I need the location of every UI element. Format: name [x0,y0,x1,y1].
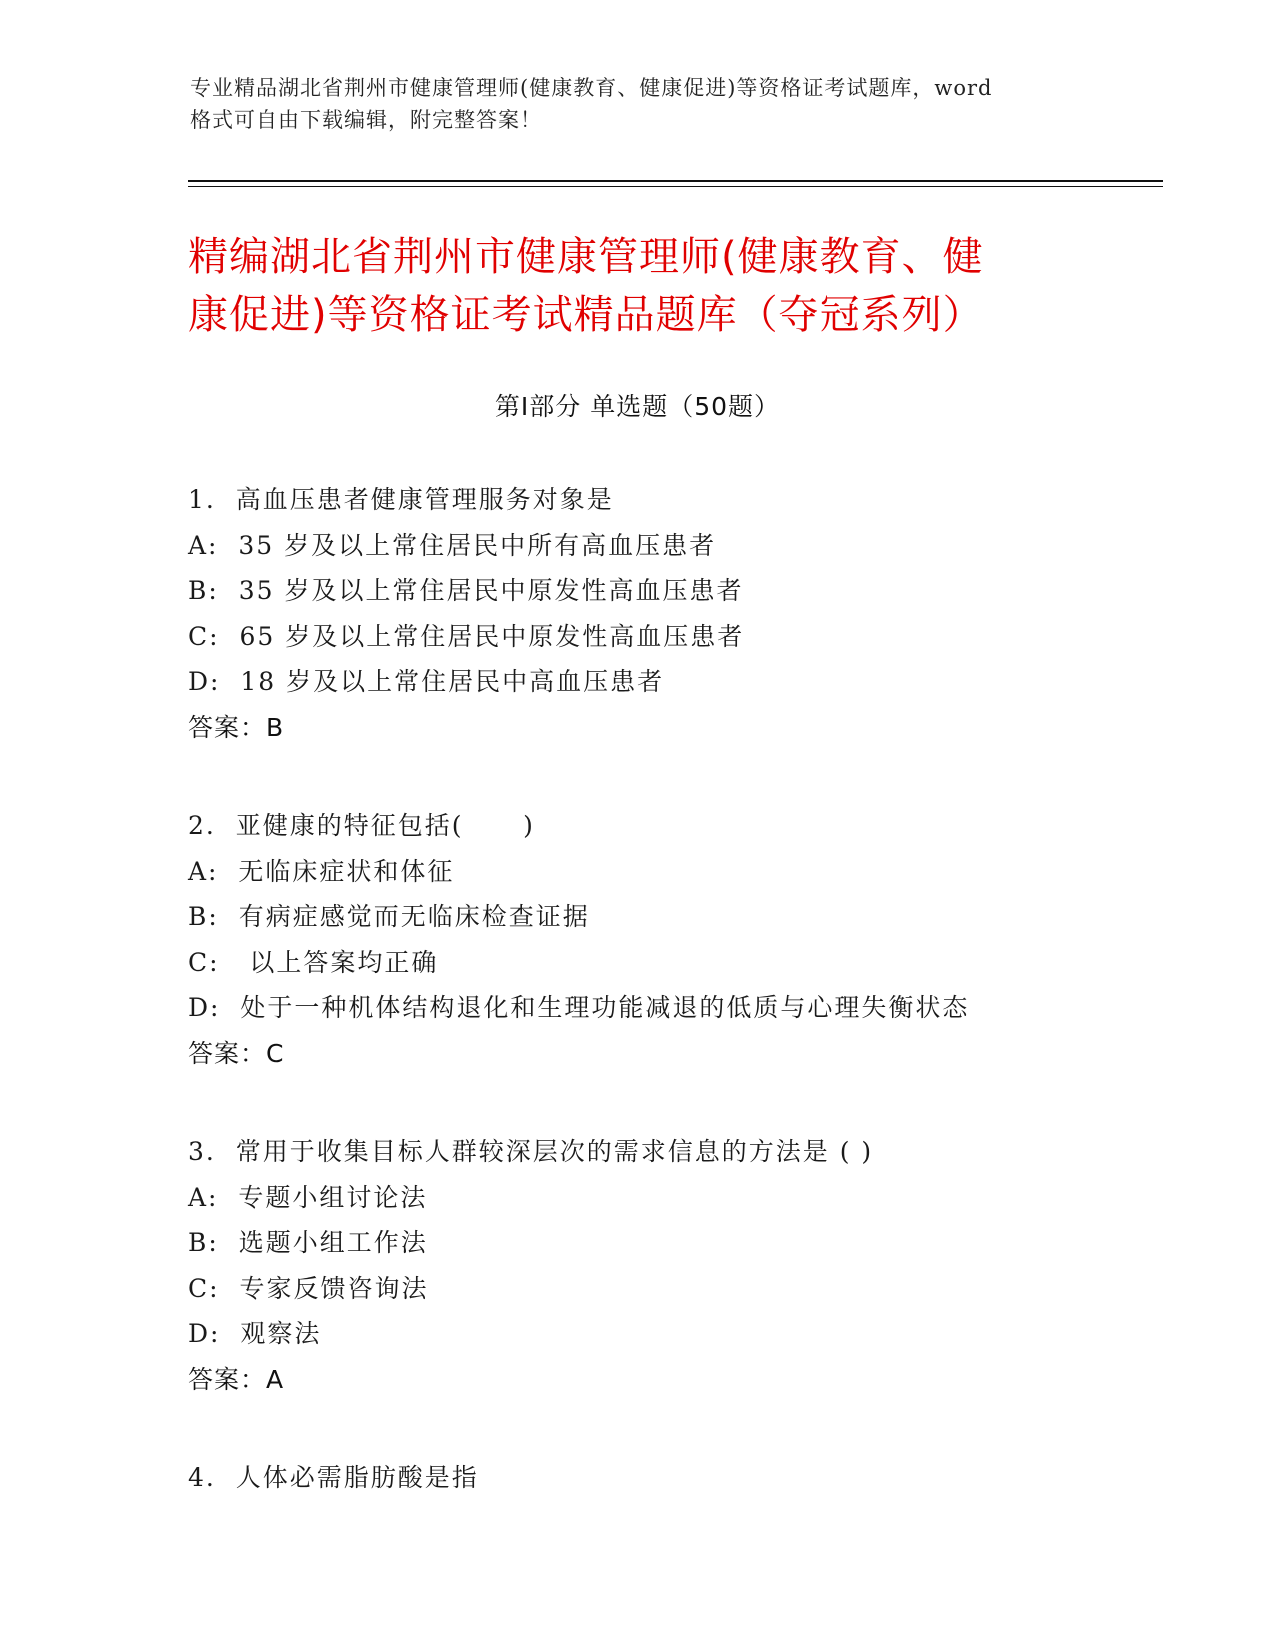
option-d: D: 处于一种机体结构退化和生理功能减退的低质与心理失衡状态 [188,993,970,1022]
question-stem: 3. 常用于收集目标人群较深层次的需求信息的方法是 ( ) [188,1137,874,1166]
question-stem: 2. 亚健康的特征包括( ) [188,811,535,840]
header-note-line-2: 格式可自由下载编辑，附完整答案！ [190,108,542,132]
option-a: A: 专题小组讨论法 [188,1182,428,1212]
question-2 [188,803,1168,1076]
option-c: C: 专家反馈咨询法 [188,1273,429,1303]
document-title [188,228,1108,344]
header-note [190,72,1090,136]
answer-label: 答案：A [188,1364,285,1394]
header-divider-thin [188,186,1163,187]
option-b: B: 有病症感觉而无临床检查证据 [188,902,590,931]
question-3 [188,1129,1168,1402]
question-stem: 4. 人体必需脂肪酸是指 [188,1463,479,1492]
question-list [188,477,1168,1554]
option-d: D: 18 岁及以上常住居民中高血压患者 [188,667,665,696]
option-c: C: 65 岁及以上常住居民中原发性高血压患者 [188,621,745,651]
question-stem: 1. 高血压患者健康管理服务对象是 [188,485,614,514]
answer-label: 答案：C [188,1038,285,1068]
question-4 [188,1455,1168,1501]
option-b: B: 选题小组工作法 [188,1228,428,1257]
header-divider-thick [188,180,1163,182]
option-a: A: 35 岁及以上常住居民中所有高血压患者 [188,530,717,560]
option-c: C: 以上答案均正确 [188,947,439,977]
section-title: 第Ⅰ部分 单选题（50题） [494,392,781,421]
option-d: D: 观察法 [188,1319,322,1348]
question-1 [188,477,1168,750]
option-b: B: 35 岁及以上常住居民中原发性高血压患者 [188,576,744,605]
header-note-line-1: 专业精品湖北省荆州市健康管理师(健康教育、健康促进)等资格证考试题库，word [190,76,993,100]
answer-label: 答案：B [188,712,285,742]
document-title-line-1: 精编湖北省荆州市健康管理师(健康教育、健 [188,234,984,280]
option-a: A: 无临床症状和体征 [188,856,455,886]
document-title-line-2: 康促进)等资格证考试精品题库（夺冠系列） [188,292,984,338]
